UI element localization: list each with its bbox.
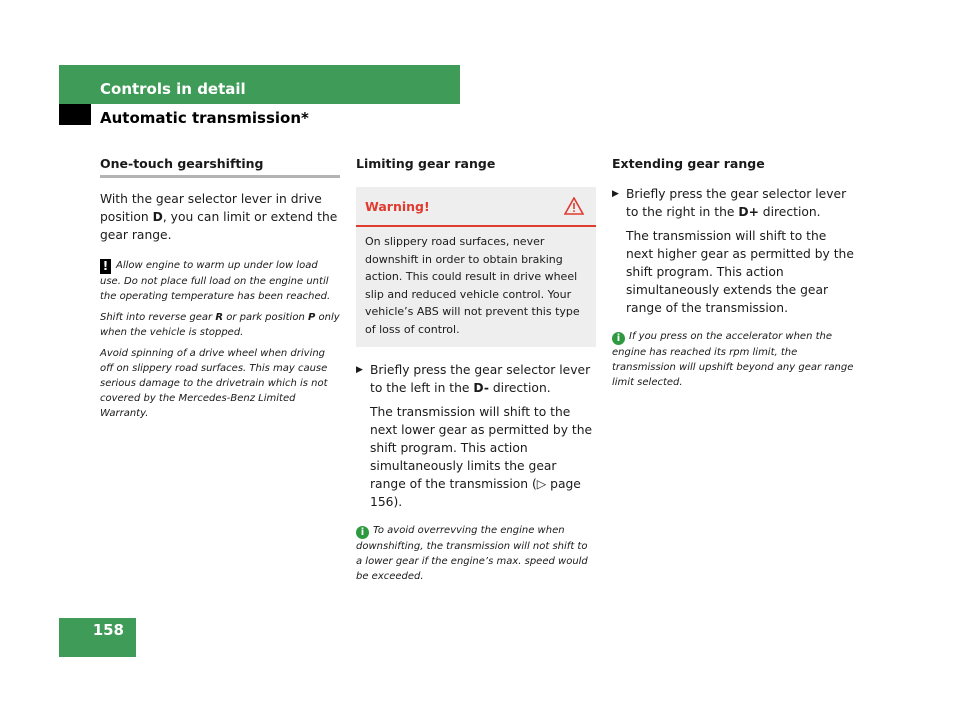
step-limit: ▶ Briefly press the gear selector lever to the left in the D- direction. <box>356 363 591 395</box>
column-limiting <box>356 156 596 590</box>
info-note-extend: i If you press on the accelerator when the engine has reached its rpm limit, the transmission will upshift beyond any gear range limit selected. <box>612 331 854 388</box>
caution-icon: ! <box>100 259 111 274</box>
info-icon: i <box>356 526 369 539</box>
triangle-bullet-icon: ▶ <box>612 189 619 199</box>
heading-limiting: Limiting gear range <box>356 156 496 171</box>
header-tab-marker <box>59 104 91 125</box>
page-number-box <box>59 618 136 657</box>
heading-rule <box>100 175 340 178</box>
warning-triangle-icon <box>564 197 584 215</box>
result-extend: The transmission will shift to the next higher gear as permitted by the shift program. This action simultaneously extends the gear range of the transmission. <box>626 229 854 315</box>
column-extending <box>612 156 857 396</box>
caution-note-3: Avoid spinning of a drive wheel when driving off on slippery road surfaces. This may cause serious damage to the drivetrain which is not covered by the Mercedes-Benz Limited Warranty. <box>100 348 328 419</box>
warning-text: On slippery road surfaces, never downshift in order to obtain braking action. This could result in drive wheel slip and reduced vehicle control. Your vehicle’s ABS will not prevent this type of loss of control. <box>365 235 580 336</box>
info-icon: i <box>612 332 625 345</box>
section-title: Controls in detail <box>100 80 246 98</box>
triangle-bullet-icon: ▶ <box>356 365 363 375</box>
column-one-touch <box>100 156 340 427</box>
subsection-title: Automatic transmission* <box>100 109 309 127</box>
warning-title: Warning! <box>365 198 430 214</box>
warning-box <box>356 187 596 347</box>
caution-note-1: ! Allow engine to warm up under low load use. Do not place full load on the engine until the operating temperature has been reached. <box>100 259 331 302</box>
intro-paragraph: With the gear selector lever in drive position D, you can limit or extend the gear range. <box>100 192 338 242</box>
heading-one-touch: One-touch gearshifting <box>100 156 264 171</box>
heading-extending: Extending gear range <box>612 156 765 171</box>
info-note-limit: i To avoid overrevving the engine when downshifting, the transmission will not shift to a lower gear if the engine’s max. speed would be exceeded. <box>356 525 588 582</box>
warning-header <box>356 187 596 227</box>
step-extend: ▶ Briefly press the gear selector lever to the right in the D+ direction. <box>612 187 847 219</box>
page-number: 158 <box>92 621 124 639</box>
caution-note-2: Shift into reverse gear R or park position P only when the vehicle is stopped. <box>100 312 340 338</box>
result-limit: The transmission will shift to the next lower gear as permitted by the shift program. This action simultaneously limits the gear range of the transmission (▷ page 156). <box>370 405 593 509</box>
